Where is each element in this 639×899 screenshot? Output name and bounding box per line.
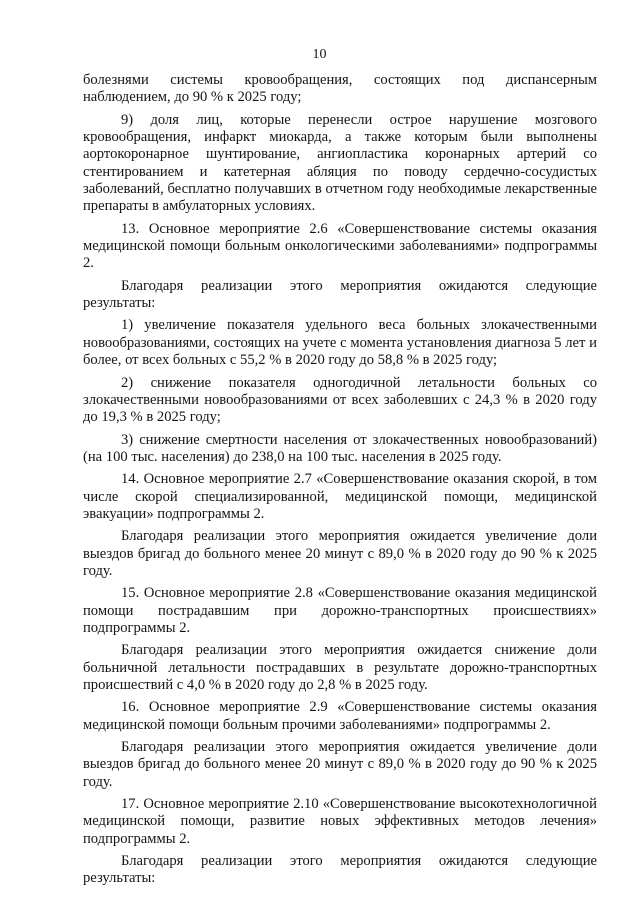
paragraph-results-intro-2-10: Благодаря реализации этого мероприятия ожидаются следующие результаты: <box>83 853 597 887</box>
paragraph-result-2-oncology: 2) снижение показателя одногодичной летальности больных со злокачественными новообразованиями от всех заболевших с 24,3 % в 2020 году до 19,3 % в 2025 году; <box>83 374 597 426</box>
paragraph-measure-2-7: 14. Основное мероприятие 2.7 «Совершенствование оказания скорой, в том числе скорой специализированной, медицинской помощи, медицинской эвакуации» подпрограммы 2. <box>83 471 597 522</box>
paragraph-measure-2-6: 13. Основное мероприятие 2.6 «Совершенствование системы оказания медицинской помощи больным онкологическими заболеваниями» подпрограммы 2. <box>83 220 597 272</box>
paragraph-measure-2-9: 16. Основное мероприятие 2.9 «Совершенствование системы оказания медицинской помощи больным прочими заболеваниями» подпрограммы 2. <box>83 699 597 733</box>
page-number: 10 <box>312 47 327 62</box>
paragraph-measure-2-10: 17. Основное мероприятие 2.10 «Совершенствование высокотехнологичной медицинской помощи, развитие новых эффективных методов лечения» подпрограммы 2. <box>83 796 597 847</box>
document-body <box>83 72 597 893</box>
paragraph-result-2-7: Благодаря реализации этого мероприятия ожидается увеличение доли выездов бригад до больного менее 20 минут с 89,0 % в 2020 году до 90 % к 2025 году. <box>83 528 597 579</box>
paragraph-result-2-8: Благодаря реализации этого мероприятия ожидается снижение доли больничной летальности пострадавших в результате дорожно-транспортных происшествий с 4,0 % в 2020 году до 2,8 % в 2025 году. <box>83 642 597 693</box>
paragraph-continued-cardio-followup: болезнями системы кровообращения, состоящих под диспансерным наблюдением, до 90 % к 2025 году; <box>83 72 597 106</box>
paragraph-result-3-oncology: 3) снижение смертности населения от злокачественных новообразований) (на 100 тыс. населения) до 238,0 на 100 тыс. населения в 2025 году. <box>83 431 597 465</box>
paragraph-results-intro-2-6: Благодаря реализации этого мероприятия ожидаются следующие результаты: <box>83 277 597 312</box>
paragraph-result-1-oncology: 1) увеличение показателя удельного веса больных злокачественными новообразованиями, состоящих на учете с момента установления диагноза 5 лет и более, от всех больных с 55,2 % в 2020 году до 58,8 % в 2025 году; <box>83 317 597 369</box>
paragraph-measure-2-8: 15. Основное мероприятие 2.8 «Совершенствование оказания медицинской помощи пострадавшим при дорожно-транспортных происшествиях» подпрограммы 2. <box>83 585 597 636</box>
paragraph-result-2-9: Благодаря реализации этого мероприятия ожидается увеличение доли выездов бригад до больного менее 20 минут с 89,0 % в 2020 году до 90 % к 2025 году. <box>83 739 597 790</box>
paragraph-item-9-medications: 9) доля лиц, которые перенесли острое нарушение мозгового кровообращения, инфаркт миокарда, а также которым были выполнены аортокоронарное шунтирование, ангиопластика коронарных артерий со стентированием и катетерная абляция по поводу сердечно-сосудистых заболеваний, бесплатно получавших в отчетном году необходимые лекарственные препараты в амбулаторных условиях. <box>83 111 597 215</box>
